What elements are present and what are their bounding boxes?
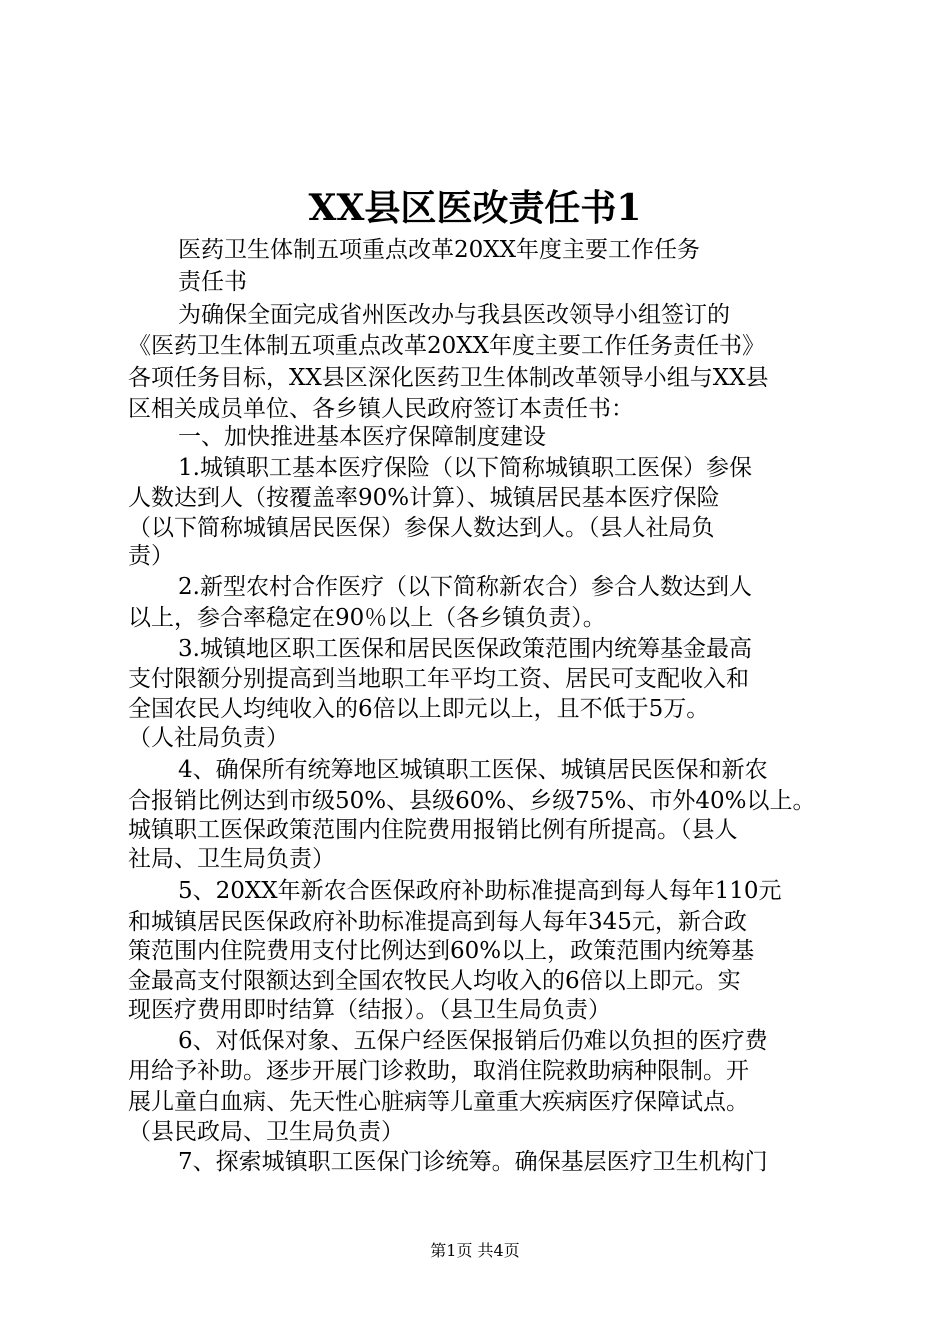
body-line: 5、20XX年新农合医保政府补助标准提高到每人每年110元 [178, 878, 782, 904]
body-line: 支付限额分别提高到当地职工年平均工资、居民可支配收入和 [128, 666, 749, 692]
body-line: 以上，参合率稳定在90％以上（各乡镇负责）。 [128, 605, 606, 631]
body-line: 区相关成员单位、各乡镇人民政府签订本责任书： [128, 396, 634, 422]
subtitle-line: 责任书 [178, 269, 247, 295]
section-heading: 一、加快推进基本医疗保障制度建设 [178, 424, 546, 450]
document-title: XX县区医改责任书1 [308, 187, 642, 229]
body-line: 责） [128, 543, 174, 569]
body-line: 金最高支付限额达到全国农牧民人均收入的6倍以上即元。实 [128, 968, 741, 994]
body-line: 社局、卫生局负责） [128, 846, 335, 872]
body-line: 用给予补助。逐步开展门诊救助，取消住院救助病种限制。开 [128, 1058, 749, 1084]
body-line: 4、确保所有统筹地区城镇职工医保、城镇居民医保和新农 [178, 757, 768, 783]
body-line: 策范围内住院费用支付比例达到60%以上，政策范围内统筹基 [128, 938, 755, 964]
body-line: 城镇职工医保政策范围内住院费用报销比例有所提高。（县人 [128, 817, 738, 843]
body-line: 合报销比例达到市级50%、县级60%、乡级75%、市外40%以上。 [128, 788, 816, 814]
body-line: 7、探索城镇职工医保门诊统筹。确保基层医疗卫生机构门 [178, 1149, 768, 1175]
body-line: 6、对低保对象、五保户经医保报销后仍难以负担的医疗费 [178, 1028, 768, 1054]
body-line: 1.城镇职工基本医疗保险（以下简称城镇职工医保）参保 [178, 455, 752, 481]
body-line: （县民政局、卫生局负责） [128, 1119, 404, 1145]
subtitle-line: 医药卫生体制五项重点改革20XX年度主要工作任务 [178, 237, 701, 263]
body-line: 和城镇居民医保政府补助标准提高到每人每年345元，新合政 [128, 909, 747, 935]
page-number-footer: 第1页 共4页 [430, 1241, 520, 1260]
body-line: 3.城镇地区职工医保和居民医保政策范围内统筹基金最高 [178, 636, 752, 662]
body-line: （人社局负责） [128, 725, 289, 751]
body-line: 《医药卫生体制五项重点改革20XX年度主要工作任务责任书》 [128, 333, 766, 359]
body-line: 人数达到人（按覆盖率90%计算）、城镇居民基本医疗保险 [128, 485, 720, 511]
body-line: 全国农民人均纯收入的6倍以上即元以上，且不低于5万。 [128, 696, 710, 722]
body-line: 展儿童白血病、先天性心脏病等儿童重大疾病医疗保障试点。 [128, 1089, 749, 1115]
body-line: 现医疗费用即时结算（结报）。（县卫生局负责） [128, 997, 611, 1023]
body-line: 各项任务目标，XX县区深化医药卫生体制改革领导小组与XX县 [128, 365, 769, 391]
body-line: 2.新型农村合作医疗（以下简称新农合）参合人数达到人 [178, 574, 752, 600]
body-line: （以下简称城镇居民医保）参保人数达到人。（县人社局负 [128, 515, 715, 541]
body-line: 为确保全面完成省州医改办与我县医改领导小组签订的 [178, 302, 730, 328]
